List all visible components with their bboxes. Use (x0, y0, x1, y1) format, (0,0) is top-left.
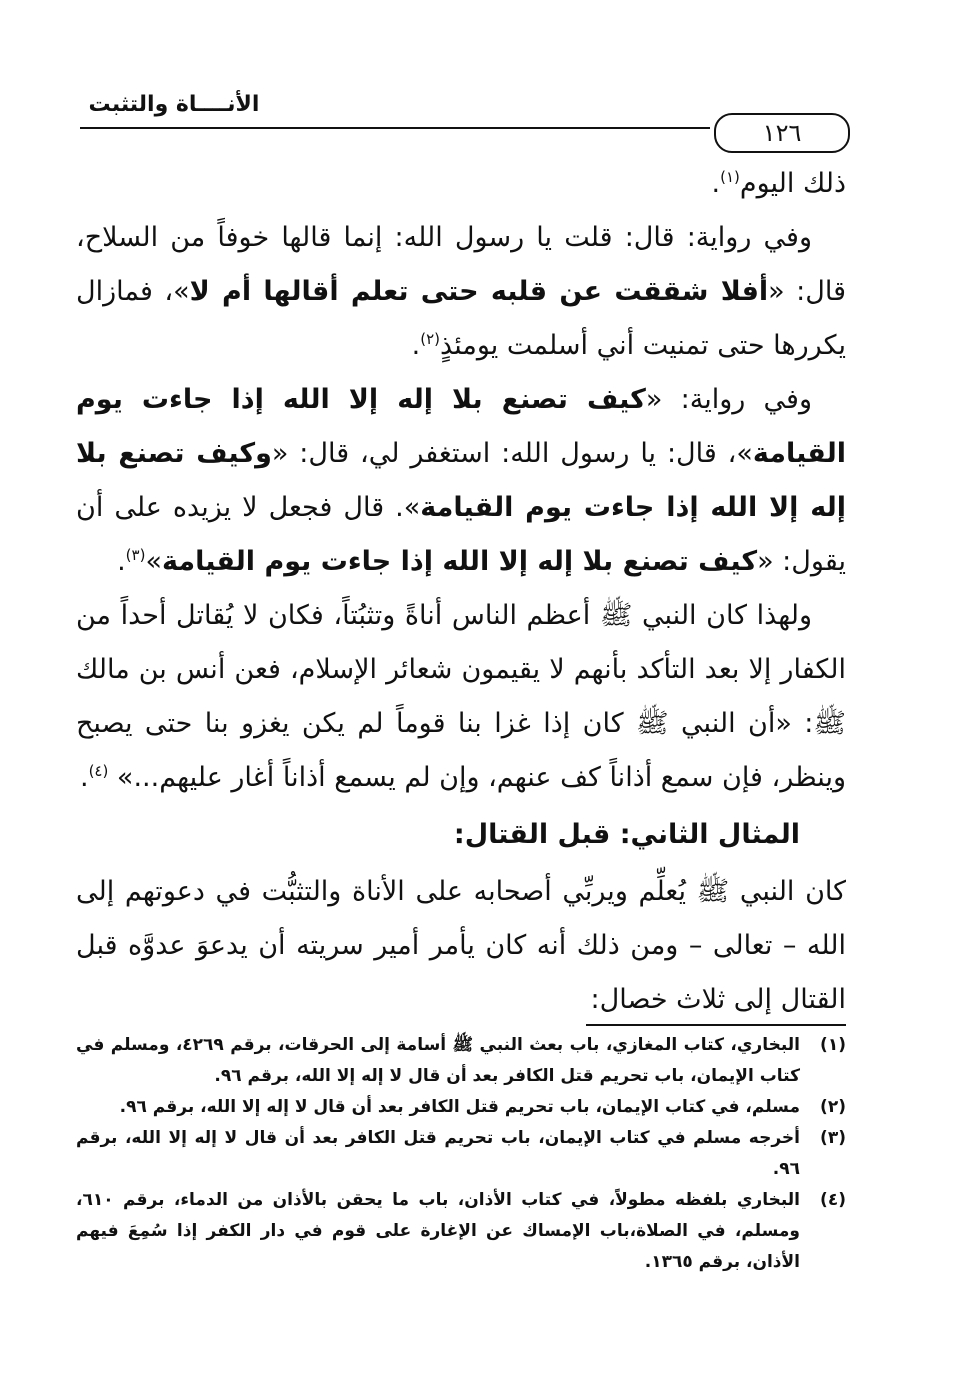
paragraph-3-quote-2: وكيف تصنع بلا إله إلا الله إذا جاءت يوم القيامة (76, 438, 846, 523)
section-heading: المثال الثاني: قبل القتال: (453, 819, 800, 850)
paragraph-3-part-g: » (145, 546, 162, 577)
paragraph-3-quote-1: كيف تصنع بلا إله إلا الله إذا جاءت يوم القيامة (76, 384, 846, 469)
footnote-number: (٣) (820, 1128, 846, 1148)
paragraph-1 (76, 157, 846, 211)
paragraph-3 (76, 373, 846, 589)
paragraph-4-end: . (79, 762, 89, 793)
paragraph-2-hadith-quote: أفلا شققت عن قلبه حتى تعلم أقالها أم لا (189, 276, 769, 307)
paragraph-1-end: . (711, 168, 721, 199)
footnote-text: أخرجه مسلم في كتاب الإيمان، باب تحريم قتل الكافر بعد أن قال لا إله إلا الله، برقم ٩٦. (76, 1128, 800, 1179)
page-number-text: ١٢٦ (762, 119, 802, 147)
page-number (714, 113, 850, 153)
footnote-text: البخاري بلفظه مطولاً، في كتاب الأذان، باب ما يحقن بالأذان من الدماء، برقم ٦١٠، ومسلم، في الصلاة،باب الإمساك عن الإغارة على قوم في دار الكفر إذا سُمِعَ فيهم الأذان، برقم ١٣٦٥. (76, 1190, 800, 1272)
footnote-3 (76, 1123, 846, 1185)
paragraph-3-part-a: وفي رواية: « (645, 384, 812, 415)
footnote-4 (76, 1185, 846, 1278)
paragraph-4 (76, 589, 846, 805)
footnote-separator (586, 1024, 846, 1026)
paragraph-3-part-e: ». قال فجعل لا يزيده على أن يقول: « (76, 492, 846, 577)
footnote-ref-4: (٤) (88, 762, 109, 780)
paragraph-2-part-a: وفي رواية: قال: قلت يا رسول الله: إنما قالها خوفاً من السلاح، قال: « (76, 222, 847, 307)
footnote-ref-2: (٢) (420, 330, 441, 348)
paragraph-3-quote-3: كيف تصنع بلا إله إلا الله إذا جاءت يوم القيامة (161, 546, 758, 577)
footnote-text: مسلم، في كتاب الإيمان، باب تحريم قتل الكافر بعد أن قال لا إله إلا الله، برقم ٩٦. (119, 1097, 800, 1117)
footnote-2 (76, 1092, 846, 1123)
running-title: الأنــــاة والتثبت (88, 92, 260, 117)
paragraph-3-part-c: »، قال: يا رسول الله: استغفر لي، قال: « (271, 438, 753, 469)
paragraph-2-part-c: »، فمازال يكررها حتى تمنيت أني أسلمت يومئذٍ (76, 276, 846, 361)
footnote-ref-3: (٣) (125, 546, 146, 564)
paragraph-1-text: ذلك اليوم (739, 168, 846, 199)
footnote-text: البخاري، كتاب المغازي، باب بعث النبي ﷺ أسامة إلى الحرقات، برقم ٤٢٦٩، ومسلم في كتاب الإيمان، باب تحريم قتل الكافر بعد أن قال لا إله إلا الله، برقم ٩٦. (76, 1035, 800, 1086)
footnote-number: (١) (820, 1035, 846, 1055)
paragraph-3-end: . (117, 546, 126, 577)
header-rule (80, 127, 710, 129)
footnotes (76, 1030, 846, 1278)
paragraph-2 (76, 211, 846, 373)
paragraph-5: كان النبي ﷺ يُعلِّم ويربِّي أصحابه على الأناة والتثبُّت في دعوتهم إلى الله – تعالى – ومن ذلك أنه كان يأمر أمير سريته أن يدعوَ عدوَّه قبل القتال إلى ثلاث خصال: (76, 876, 846, 1015)
footnote-1 (76, 1030, 846, 1092)
footnote-ref-1: (١) (720, 168, 740, 186)
footnote-number: (٢) (820, 1097, 846, 1117)
main-text (76, 157, 846, 1027)
footnote-number: (٤) (820, 1190, 846, 1210)
paragraph-2-end: . (411, 330, 421, 361)
paragraph-4-text: ولهذا كان النبي ﷺ أعظم الناس أناةً وتثبُتاً، فكان لا يُقاتل أحداً من الكفار إلا بعد التأكد بأنهم لا يقيمون شعائر الإسلام، فعن أنس بن مالك ﷺ: «أن النبي ﷺ كان إذا غزا بنا قوماً لم يكن يغزو بنا حتى يصبح وينظر، فإن سمع أذاناً كف عنهم، وإن لم يسمع أذاناً أغار عليهم...» (76, 600, 846, 793)
